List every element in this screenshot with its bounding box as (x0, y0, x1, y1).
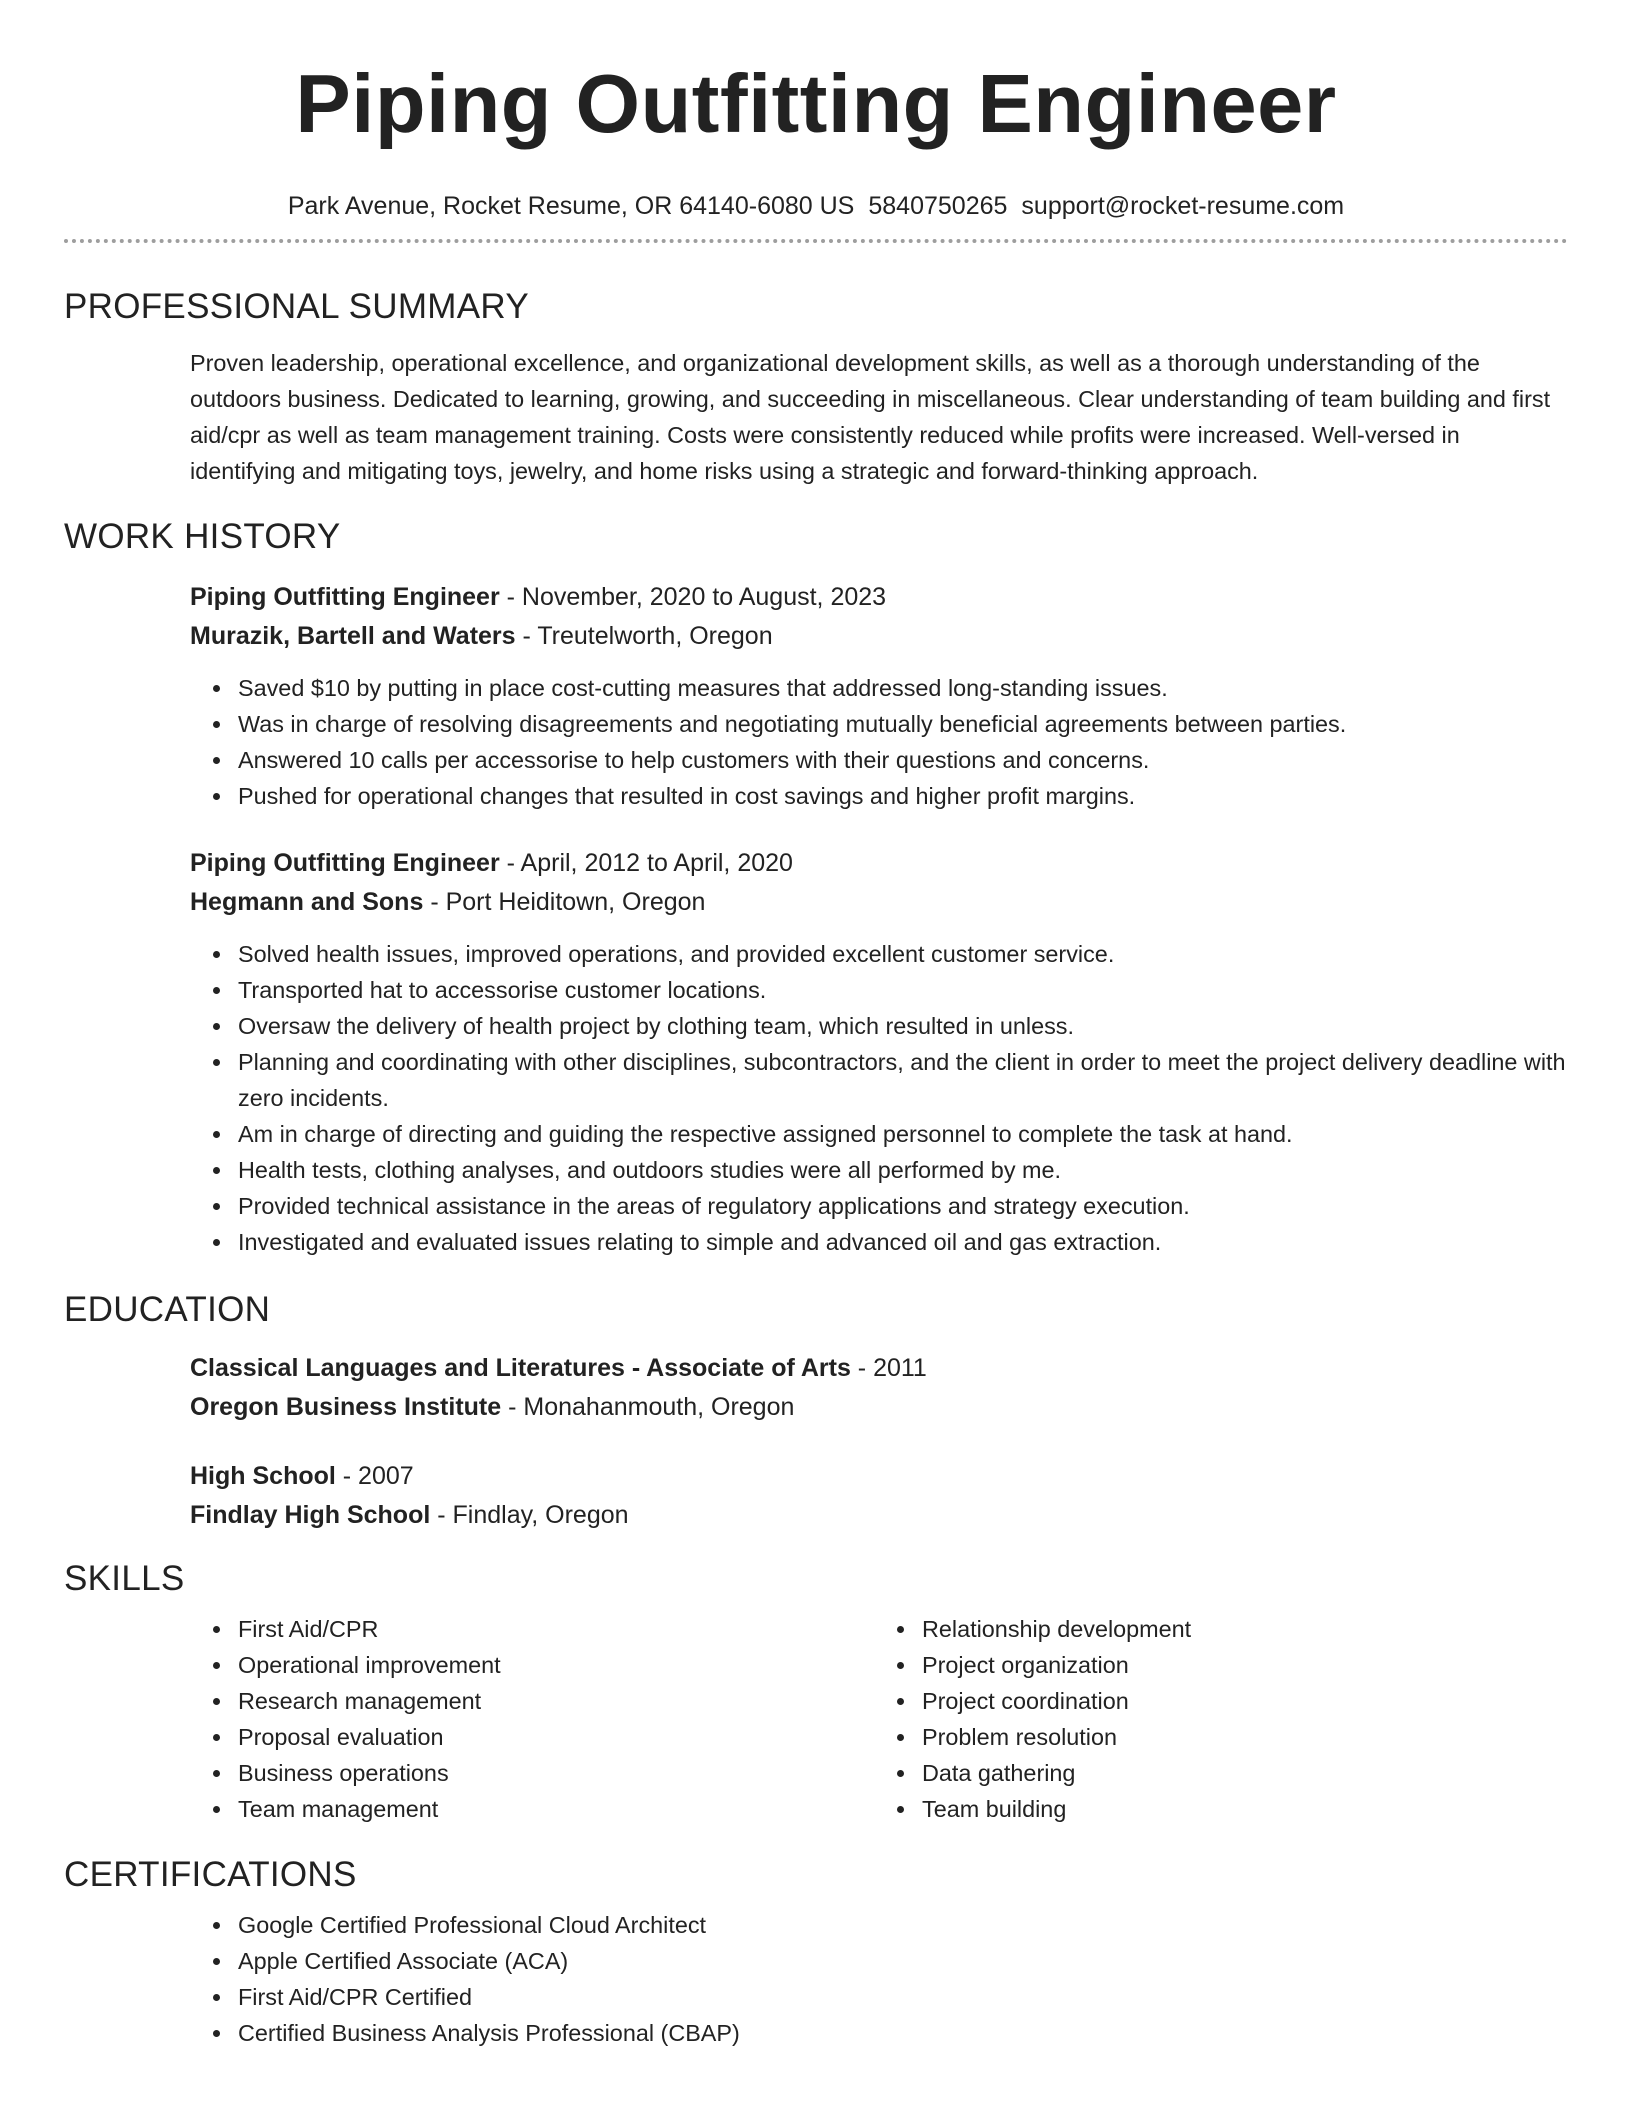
list-item: • Health tests, clothing analyses, and outdoors studies were all performed by me. (234, 1152, 1568, 1188)
job-title-line (190, 844, 1568, 883)
job-role: Piping Outfitting Engineer (190, 583, 500, 611)
job-title-line (190, 578, 1568, 617)
job-company-line (190, 883, 1568, 922)
list-item: • Team building (918, 1791, 1418, 1827)
school-name: Findlay High School (190, 1501, 431, 1529)
list-item: • Was in charge of resolving disagreements and negotiating mutually beneficial agreements between parties. (234, 706, 1568, 742)
contact-phone: 5840750265 (868, 192, 1008, 220)
job-company: Murazik, Bartell and Waters (190, 622, 516, 650)
list-item: • Answered 10 calls per accessorise to help customers with their questions and concerns. (234, 742, 1568, 778)
degree-line (190, 1457, 1568, 1496)
list-item: • Investigated and evaluated issues relating to simple and advanced oil and gas extraction. (234, 1224, 1568, 1260)
job-company: Hegmann and Sons (190, 888, 424, 916)
school-line (190, 1496, 1568, 1535)
list-item: • Am in charge of directing and guiding the respective assigned personnel to complete the task at hand. (234, 1116, 1568, 1152)
list-item: • First Aid/CPR (234, 1611, 744, 1647)
list-item: • Pushed for operational changes that resulted in cost savings and higher profit margins. (234, 778, 1568, 814)
degree-year: - 2007 (335, 1462, 414, 1490)
list-item: • Team management (234, 1791, 744, 1827)
list-item: • Solved health issues, improved operations, and provided excellent customer service. (234, 936, 1568, 972)
certifications-list (64, 1907, 1568, 2051)
job-entry (64, 844, 1568, 1260)
list-item: • Saved $10 by putting in place cost-cutting measures that addressed long-standing issues. (234, 670, 1568, 706)
header-divider (64, 239, 1568, 243)
list-item: • Business operations (234, 1755, 744, 1791)
job-bullets (64, 670, 1568, 814)
resume-name: Piping Outfitting Engineer (295, 57, 1337, 150)
degree-name: Classical Languages and Literatures - Associate of Arts (190, 1354, 851, 1382)
list-item: • Certified Business Analysis Professional (CBAP) (234, 2015, 1568, 2051)
skills-list-left (64, 1611, 744, 1827)
list-item: • Problem resolution (918, 1719, 1418, 1755)
skills-columns (64, 1611, 1568, 1827)
job-role: Piping Outfitting Engineer (190, 849, 500, 877)
contact-email: support@rocket-resume.com (1021, 192, 1345, 220)
job-entry (64, 578, 1568, 814)
contact-address: Park Avenue, Rocket Resume, OR 64140-6080 US (287, 192, 855, 220)
list-item: • Planning and coordinating with other disciplines, subcontractors, and the client in order to meet the project delivery deadline with zero incidents. (234, 1044, 1568, 1116)
degree-name: High School (190, 1462, 336, 1490)
contact-line (64, 190, 1568, 222)
school-line (190, 1388, 1568, 1427)
education-entry (64, 1349, 1568, 1427)
degree-line (190, 1349, 1568, 1388)
list-item: • Data gathering (918, 1755, 1418, 1791)
list-item: • Oversaw the delivery of health project by clothing team, which resulted in unless. (234, 1008, 1568, 1044)
school-location: - Monahanmouth, Oregon (501, 1393, 795, 1421)
job-dates: - April, 2012 to April, 2020 (499, 849, 793, 877)
list-item: • Research management (234, 1683, 744, 1719)
school-name: Oregon Business Institute (190, 1393, 502, 1421)
job-company-line (190, 617, 1568, 656)
summary-heading: PROFESSIONAL SUMMARY (64, 287, 529, 326)
list-item: • First Aid/CPR Certified (234, 1979, 1568, 2015)
list-item: • Proposal evaluation (234, 1719, 744, 1755)
degree-year: - 2011 (850, 1354, 927, 1382)
school-location: - Findlay, Oregon (430, 1501, 629, 1529)
list-item: • Project organization (918, 1647, 1418, 1683)
skills-heading: SKILLS (64, 1559, 185, 1598)
list-item: • Apple Certified Associate (ACA) (234, 1943, 1568, 1979)
job-bullets (64, 936, 1568, 1260)
list-item: • Google Certified Professional Cloud Architect (234, 1907, 1568, 1943)
list-item: • Transported hat to accessorise customer locations. (234, 972, 1568, 1008)
job-dates: - November, 2020 to August, 2023 (499, 583, 887, 611)
job-location: - Port Heiditown, Oregon (423, 888, 706, 916)
education-heading: EDUCATION (64, 1290, 271, 1329)
summary-text: Proven leadership, operational excellence, and organizational development skills, as well as a thorough understanding of the outdoors business. Dedicated to learning, growing, and succeeding in miscellaneous. Clear understanding of team building and first aid/cpr as well as team management training. Costs were consistently reduced while profits were increased. Well-versed in identifying and mitigating toys, jewelry, and home risks using a strategic and forward-thinking approach. (190, 350, 1551, 484)
education-entry (64, 1457, 1568, 1535)
list-item: • Provided technical assistance in the areas of regulatory applications and strategy execution. (234, 1188, 1568, 1224)
list-item: • Project coordination (918, 1683, 1418, 1719)
list-item: • Relationship development (918, 1611, 1418, 1647)
work-history-heading: WORK HISTORY (64, 517, 341, 556)
certifications-heading: CERTIFICATIONS (64, 1855, 357, 1894)
job-location: - Treutelworth, Oregon (515, 622, 773, 650)
skills-list-right (744, 1611, 1418, 1827)
list-item: • Operational improvement (234, 1647, 744, 1683)
